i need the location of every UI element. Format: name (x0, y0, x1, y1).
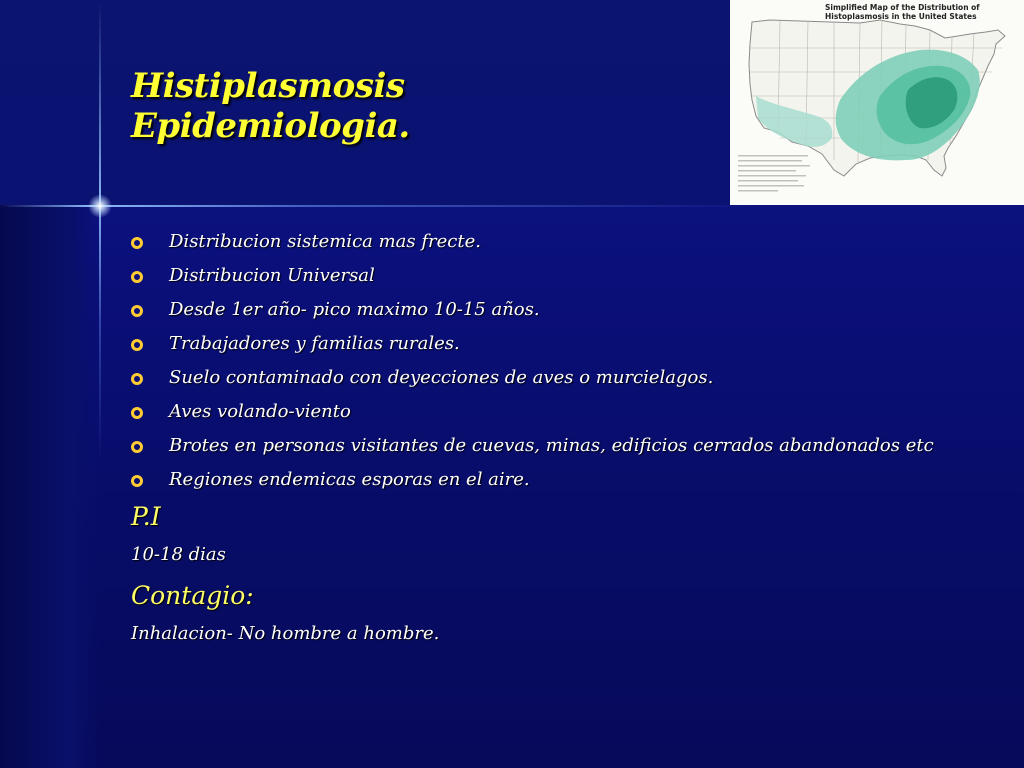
bullet-text: Desde 1er año- pico maximo 10-15 años. (169, 299, 540, 320)
map-caption: Simplified Map of the Distribution of Histoplasmosis in the United States (825, 3, 980, 21)
bullet-text: Aves volando-viento (169, 401, 351, 422)
incubation-value: 10-18 dias (131, 544, 226, 565)
bullet-icon (131, 407, 143, 419)
contagion-value: Inhalacion- No hombre a hombre. (131, 623, 440, 644)
distribution-map (730, 0, 1024, 205)
sparkle-icon (88, 194, 112, 218)
contagion-heading: Contagio: (131, 581, 254, 610)
bullet-item (131, 262, 934, 296)
bullet-item (131, 330, 934, 364)
bullet-icon (131, 339, 143, 351)
bullet-item (131, 364, 934, 398)
title-line-1: Histiplasmosis (131, 66, 405, 106)
bullet-text: Suelo contaminado con deyecciones de aves o murcielagos. (169, 367, 714, 388)
bullet-text: Trabajadores y familias rurales. (169, 333, 460, 354)
bullet-item (131, 398, 934, 432)
bullet-icon (131, 237, 143, 249)
bullet-text: Distribucion Universal (169, 265, 375, 286)
bullet-item (131, 228, 934, 262)
bullet-icon (131, 305, 143, 317)
bullet-text: Brotes en personas visitantes de cuevas, minas, edificios cerrados abandonados etc (169, 435, 934, 456)
bullet-item (131, 432, 934, 466)
vertical-divider (99, 0, 101, 460)
bullet-text: Distribucion sistemica mas frecte. (169, 231, 481, 252)
title-line-2: Epidemiologia. (131, 106, 410, 146)
bullet-list (131, 228, 934, 500)
bullet-icon (131, 441, 143, 453)
bullet-icon (131, 373, 143, 385)
us-map-graphic (730, 0, 1024, 205)
slide-title (131, 66, 410, 146)
bullet-item (131, 296, 934, 330)
incubation-heading: P.I (131, 502, 161, 531)
horizontal-divider (0, 205, 760, 207)
bullet-icon (131, 475, 143, 487)
bullet-icon (131, 271, 143, 283)
bullet-item (131, 466, 934, 500)
bullet-text: Regiones endemicas esporas en el aire. (169, 469, 530, 490)
